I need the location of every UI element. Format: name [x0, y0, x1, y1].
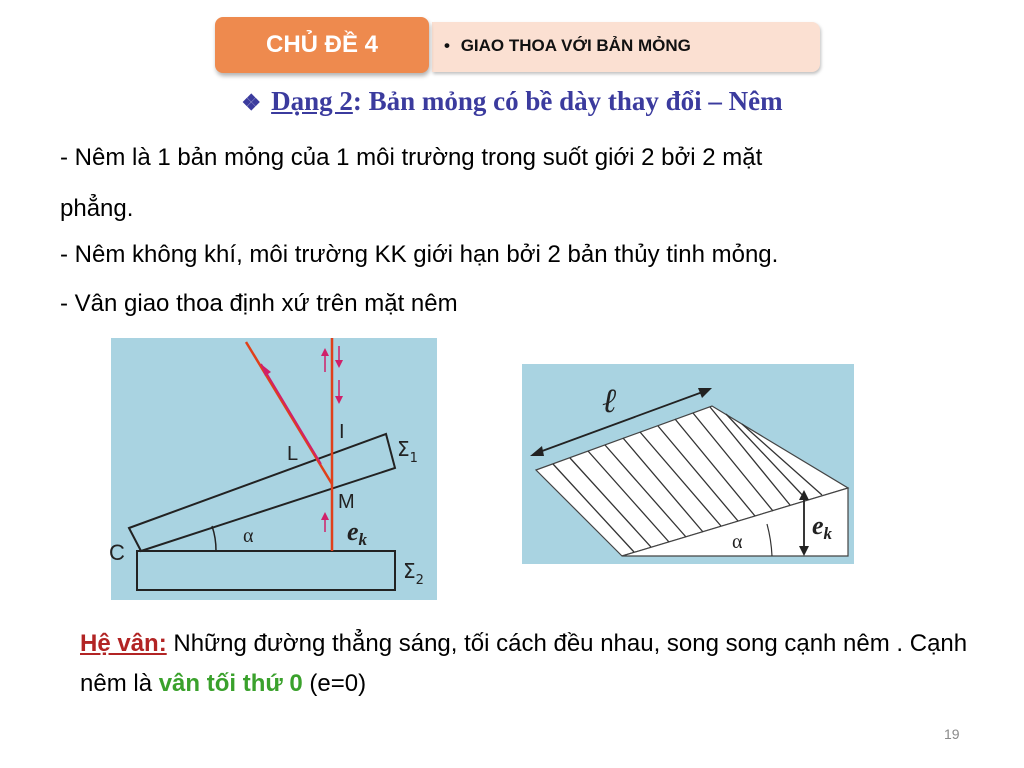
summary-text-2: (e=0): [302, 670, 367, 697]
body-line-2: phẳng.: [60, 195, 134, 222]
label-M: M: [338, 491, 355, 513]
label-L: L: [287, 443, 299, 465]
wedge-fringes-diagram: [522, 364, 854, 564]
topic-bullet: •: [444, 36, 450, 55]
heading-type-label: Dạng 2: [271, 86, 353, 116]
section-heading: [0, 86, 1024, 117]
body-line-3: - Nêm không khí, môi trường KK giới hạn bởi 2 bản thủy tinh mỏng.: [60, 241, 779, 268]
wedge-ray-diagram: [111, 338, 437, 600]
summary-term: Hệ vân:: [80, 630, 167, 657]
label-alpha: α: [732, 531, 743, 553]
label-ek: ek: [347, 517, 368, 549]
label-sigma1: $\Sigma_1$: [397, 437, 418, 466]
label-length: ℓ: [602, 383, 617, 420]
label-ek: ek: [812, 511, 833, 543]
heading-text: : Bản mỏng có bề dày thay đổi – Nêm: [352, 86, 783, 116]
body-line-1: - Nêm là 1 bản mỏng của 1 môi trường trong suốt giới 2 bởi 2 mặt: [60, 144, 763, 171]
summary-highlight: vân tối thứ 0: [158, 670, 303, 697]
label-alpha: α: [243, 525, 254, 547]
diamond-bullet-icon: ❖: [241, 90, 262, 115]
body-line-4: - Vân giao thoa định xứ trên mặt nêm: [60, 290, 458, 317]
bottom-plate: [137, 551, 395, 590]
page-number: 19: [944, 726, 960, 742]
label-I: I: [339, 421, 345, 443]
topic-label: [444, 36, 691, 56]
label-C: C: [109, 540, 125, 565]
fringe-summary: [80, 624, 980, 704]
chapter-badge: CHỦ ĐỀ 4: [215, 17, 429, 73]
topic-text: GIAO THOA VỚI BẢN MỎNG: [460, 36, 691, 55]
label-sigma2: $\Sigma_2$: [403, 559, 424, 588]
summary-text-1: Những đường thẳng sáng, tối cách đều nhau, song song cạnh nêm . Cạnh nêm là: [80, 630, 968, 697]
